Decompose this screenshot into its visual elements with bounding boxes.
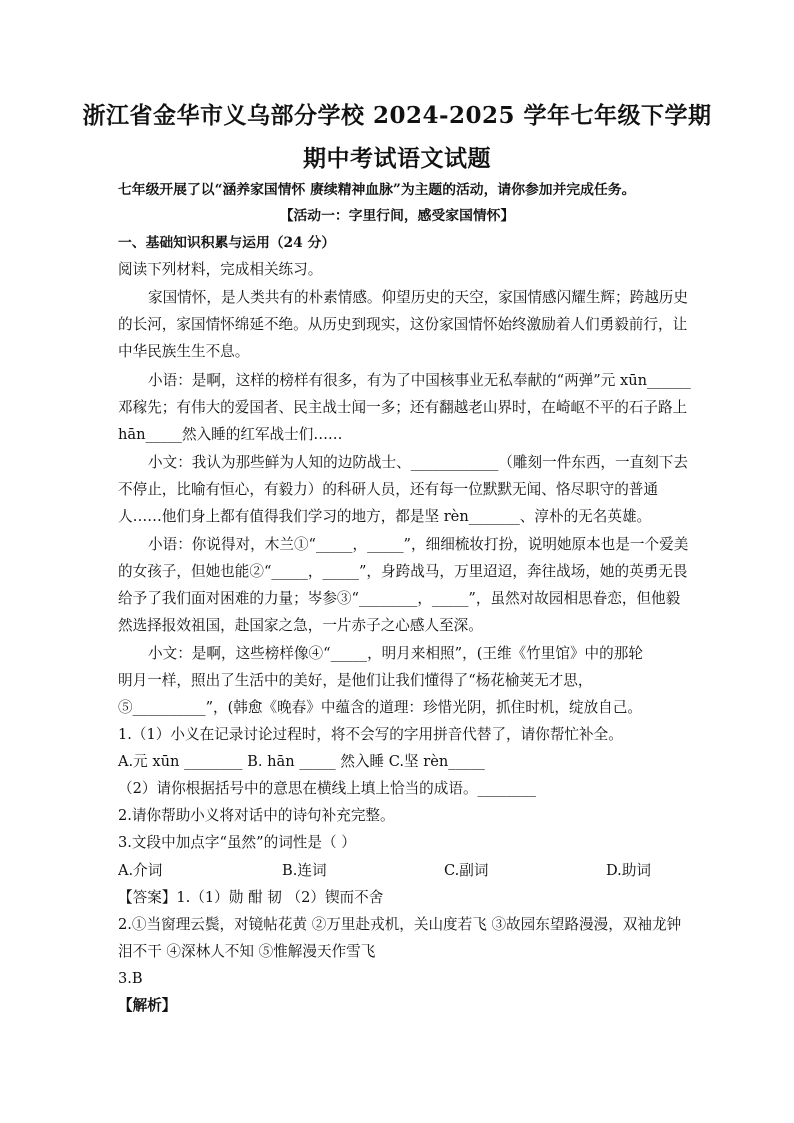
document-title-line-2: 期中考试语文试题 — [303, 145, 491, 172]
body-line: 然选择报效祖国，赴国家之急，一片赤子之心感人至深。 — [118, 617, 483, 634]
body-line: 小语：是啊，这样的榜样有很多，有为了中国核事业无私奉献的“两弹”元 xūn______ — [148, 372, 691, 389]
body-line: hān_____然入睡的红军战士们…… — [118, 426, 343, 443]
answer-heading: 【答案】1.（1）勋 酣 韧 （2）锲而不舍 — [118, 889, 384, 906]
section-heading: 一、基础知识积累与运用（24 分） — [118, 235, 336, 251]
body-line: 明月一样，照出了生活中的美好，是他们让我们懂得了“杨花榆荚无才思， — [118, 672, 593, 689]
body-line: 邓稼先；有伟大的爱国者、民主战士闻一多；还有翻越老山界时，在崎岖不平的石子路上 — [118, 399, 688, 416]
body-line: 阅读下列材料，完成相关练习。 — [118, 261, 323, 278]
body-line: 小文：我认为那些鲜为人知的边防战士、____________（雕刻一件东西，一直刻下去 — [148, 454, 688, 471]
option-c: C.副词 — [444, 862, 489, 879]
body-line: 小语：你说得对，木兰①“_____，_____”，细细梳妆打扮，说明她原本也是一个爱美 — [148, 536, 689, 553]
question-1-blanks: A.元 xūn ________ B. hān _____ 然入睡 C.坚 rèn_____ — [118, 753, 485, 770]
option-b: B.连词 — [282, 862, 327, 879]
intro-text: 七年级开展了以“涵养家国情怀 赓续精神血脉”为主题的活动，请你参加并完成任务。 — [118, 182, 636, 198]
body-line: 给予了我们面对困难的力量；岑参③“________，_____”，虽然对故园相思眷恋，但他毅 — [118, 590, 681, 607]
option-d: D.助词 — [606, 862, 652, 879]
activity-heading: 【活动一：字里行间，感受家国情怀】 — [279, 208, 515, 224]
question-2: 2.请你帮助小义将对话中的诗句补充完整。 — [118, 807, 395, 824]
body-line: 中华民族生生不息。 — [118, 343, 250, 360]
body-line: 家国情怀，是人类共有的朴素情感。仰望历史的天空，家国情感闪耀生辉；跨越历史 — [148, 289, 688, 306]
body-line: 不停止，比喻有恒心，有毅力）的科研人员，还有每一位默默无闻、恪尽职守的普通 — [118, 481, 658, 498]
answer-line: 3.B — [118, 970, 143, 987]
body-line: ⑤__________”，(韩愈《晚春》中蕴含的道理：珍惜光阴，抓住时机，绽放自己。 — [118, 699, 642, 716]
question-1: 1.（1）小义在记录讨论过程时，将不会写的字用拼音代替了，请你帮忙补全。 — [118, 726, 623, 743]
body-line: 小文：是啊，这些榜样像④“_____，明月来相照”，(王维《竹里馆》中的那轮 — [148, 645, 643, 662]
question-1-part-2: （2）请你根据括号中的意思在横线上填上恰当的成语。________ — [118, 780, 536, 797]
document-title-line-1: 浙江省金华市义乌部分学校 2024-2025 学年七年级下学期 — [82, 102, 712, 129]
analysis-heading: 【解析】 — [118, 997, 177, 1014]
question-3: 3.文段中加点字“虽然”的词性是（ ） — [118, 834, 356, 851]
body-line: 人……他们身上都有值得我们学习的地方，都是坚 rèn_______、淳朴的无名英雄。 — [118, 508, 652, 525]
option-a: A.介词 — [118, 862, 163, 879]
body-line: 的女孩子，但她也能②“_____，_____”，身跨战马，万里迢迢，奔往战场，她的英勇无畏 — [118, 563, 688, 580]
answer-line: 泪不干 ④深林人不知 ⑤惟解漫天作雪飞 — [118, 943, 376, 960]
answer-line: 2.①当窗理云鬓，对镜帖花黄 ②万里赴戎机，关山度若飞 ③故园东望路漫漫，双袖龙钟 — [118, 916, 682, 933]
body-line: 的长河，家国情怀绵延不绝。从历史到现实，这份家国情怀始终激励着人们勇毅前行，让 — [118, 316, 688, 333]
